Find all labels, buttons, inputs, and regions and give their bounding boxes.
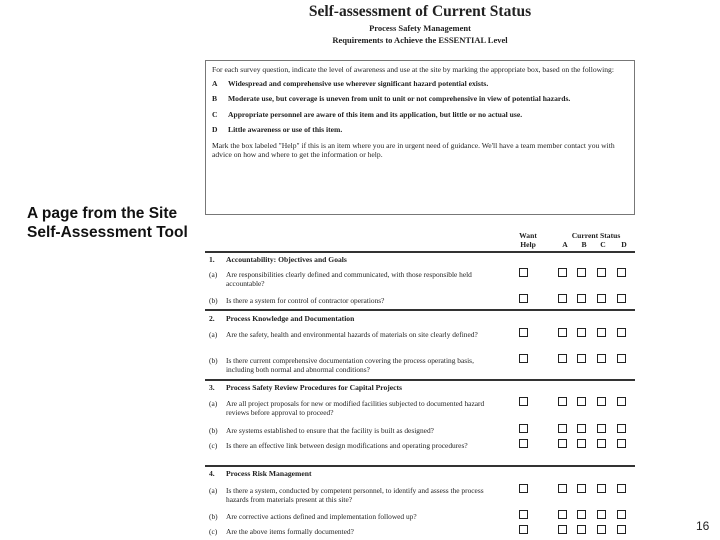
section-title: Accountability: Objectives and Goals — [226, 255, 347, 264]
section-heading — [209, 314, 354, 323]
instructions-box — [205, 60, 635, 215]
status-c-checkbox[interactable] — [597, 294, 606, 303]
slide-caption: A page from the Site Self-Assessment Tool — [27, 205, 188, 241]
column-header-want: Want — [519, 231, 537, 240]
status-b-checkbox[interactable] — [577, 510, 586, 519]
section-divider — [205, 465, 635, 467]
status-b-checkbox[interactable] — [577, 525, 586, 534]
question-text: Are the above items formally documented? — [226, 527, 354, 536]
document-subtitle: Process Safety Management — [369, 23, 471, 33]
status-b-checkbox[interactable] — [577, 328, 586, 337]
help-checkbox[interactable] — [519, 328, 528, 337]
question-text: Is there current comprehensive documentation covering the process operating basis, including both normal and abnormal conditions? — [226, 356, 474, 374]
question-letter: (c) — [209, 527, 218, 536]
help-checkbox[interactable] — [519, 424, 528, 433]
section-heading — [209, 469, 312, 478]
status-a-checkbox[interactable] — [558, 510, 567, 519]
status-d-checkbox[interactable] — [617, 525, 626, 534]
question-letter: (b) — [209, 296, 218, 305]
question-letter: (a) — [209, 486, 218, 495]
status-a-checkbox[interactable] — [558, 354, 567, 363]
status-a-checkbox[interactable] — [558, 424, 567, 433]
question-text: Are responsibilities clearly defined and communicated, with those responsible held accountable? — [226, 270, 472, 288]
help-checkbox[interactable] — [519, 354, 528, 363]
column-header-c: C — [600, 240, 606, 249]
status-d-checkbox[interactable] — [617, 294, 626, 303]
section-number: 1. — [209, 255, 215, 264]
status-c-checkbox[interactable] — [597, 424, 606, 433]
question-text: Is there a system, conducted by competent personnel, to identify and assess the process hazards from materials present at this site? — [226, 486, 484, 504]
status-b-checkbox[interactable] — [577, 424, 586, 433]
column-header-a: A — [562, 240, 568, 249]
column-header-b: B — [581, 240, 587, 249]
option-key: B — [212, 94, 218, 103]
status-b-checkbox[interactable] — [577, 397, 586, 406]
status-b-checkbox[interactable] — [577, 294, 586, 303]
status-b-checkbox[interactable] — [577, 439, 586, 448]
help-checkbox[interactable] — [519, 484, 528, 493]
status-c-checkbox[interactable] — [597, 484, 606, 493]
question-text: Is there a system for control of contractor operations? — [226, 296, 385, 305]
status-c-checkbox[interactable] — [597, 354, 606, 363]
status-a-checkbox[interactable] — [558, 525, 567, 534]
question-text: Are corrective actions defined and implementation followed up? — [226, 512, 417, 521]
help-checkbox[interactable] — [519, 294, 528, 303]
status-c-checkbox[interactable] — [597, 328, 606, 337]
question-text: Are systems established to ensure that the facility is built as designed? — [226, 426, 434, 435]
question-letter: (a) — [209, 270, 218, 279]
option-text: Little awareness or use of this item. — [228, 125, 343, 134]
section-title: Process Knowledge and Documentation — [226, 314, 355, 323]
question-letter: (a) — [209, 399, 218, 408]
status-c-checkbox[interactable] — [597, 439, 606, 448]
column-header-help: Help — [520, 240, 536, 249]
option-d — [212, 125, 628, 135]
option-c — [212, 110, 628, 120]
instructions-intro: For each survey question, indicate the level of awareness and use at the site by marking the appropriate box, based on the following: — [212, 65, 614, 74]
status-b-checkbox[interactable] — [577, 354, 586, 363]
option-text: Appropriate personnel are aware of this item and its application, but little or no actual use. — [228, 109, 523, 119]
section-divider — [205, 309, 635, 311]
help-checkbox[interactable] — [519, 268, 528, 277]
question-text: Is there an effective link between design modifications and operating procedures? — [226, 441, 468, 450]
column-header-d: D — [621, 240, 627, 249]
status-d-checkbox[interactable] — [617, 484, 626, 493]
status-d-checkbox[interactable] — [617, 439, 626, 448]
option-text: Moderate use, but coverage is uneven from unit to unit or not comprehensive in view of potential hazards. — [228, 94, 571, 103]
status-a-checkbox[interactable] — [558, 328, 567, 337]
status-d-checkbox[interactable] — [617, 354, 626, 363]
status-b-checkbox[interactable] — [577, 484, 586, 493]
question-letter: (b) — [209, 356, 218, 365]
option-key: D — [212, 125, 218, 134]
status-a-checkbox[interactable] — [558, 268, 567, 277]
status-d-checkbox[interactable] — [617, 510, 626, 519]
section-number: 2. — [209, 314, 215, 323]
option-key: C — [212, 109, 218, 119]
status-c-checkbox[interactable] — [597, 510, 606, 519]
status-c-checkbox[interactable] — [597, 525, 606, 534]
question-letter: (b) — [209, 426, 218, 435]
slide-page-number: 16 — [696, 519, 710, 533]
section-number: 3. — [209, 383, 215, 392]
status-a-checkbox[interactable] — [558, 397, 567, 406]
help-checkbox[interactable] — [519, 397, 528, 406]
question-letter: (b) — [209, 512, 218, 521]
status-d-checkbox[interactable] — [617, 328, 626, 337]
section-title: Process Safety Review Procedures for Capital Projects — [226, 383, 403, 392]
document-subtitle-level: Requirements to Achieve the ESSENTIAL Level — [332, 35, 508, 45]
option-key: A — [212, 78, 218, 88]
status-d-checkbox[interactable] — [617, 268, 626, 277]
help-checkbox[interactable] — [519, 439, 528, 448]
status-d-checkbox[interactable] — [617, 424, 626, 433]
option-text: Widespread and comprehensive use wherever significant hazard potential exists. — [228, 78, 489, 88]
question-letter: (c) — [209, 441, 218, 450]
status-a-checkbox[interactable] — [558, 484, 567, 493]
help-checkbox[interactable] — [519, 525, 528, 534]
question-letter: (a) — [209, 330, 218, 339]
section-heading — [209, 255, 347, 264]
status-a-checkbox[interactable] — [558, 439, 567, 448]
section-heading — [209, 383, 402, 392]
column-header-current-status: Current Status — [571, 231, 621, 240]
instructions-help-note: Mark the box labeled "Help" if this is an item where you are in urgent need of guidance. We'll have a team member contact you with advice on how and where to get the information or help. — [212, 140, 615, 159]
section-divider — [205, 379, 635, 381]
status-b-checkbox[interactable] — [577, 268, 586, 277]
section-number: 4. — [209, 469, 215, 478]
section-divider — [205, 251, 635, 253]
question-text: Are the safety, health and environmental hazards of materials on site clearly defined? — [226, 330, 478, 339]
status-c-checkbox[interactable] — [597, 268, 606, 277]
help-checkbox[interactable] — [519, 510, 528, 519]
status-c-checkbox[interactable] — [597, 397, 606, 406]
section-title: Process Risk Management — [226, 469, 312, 478]
status-d-checkbox[interactable] — [617, 397, 626, 406]
option-a — [212, 79, 628, 89]
question-text: Are all project proposals for new or modified facilities subjected to documented hazard reviews before approval to proceed? — [226, 399, 485, 417]
status-a-checkbox[interactable] — [558, 294, 567, 303]
document-title: Self-assessment of Current Status — [308, 3, 532, 20]
option-b — [212, 94, 628, 104]
